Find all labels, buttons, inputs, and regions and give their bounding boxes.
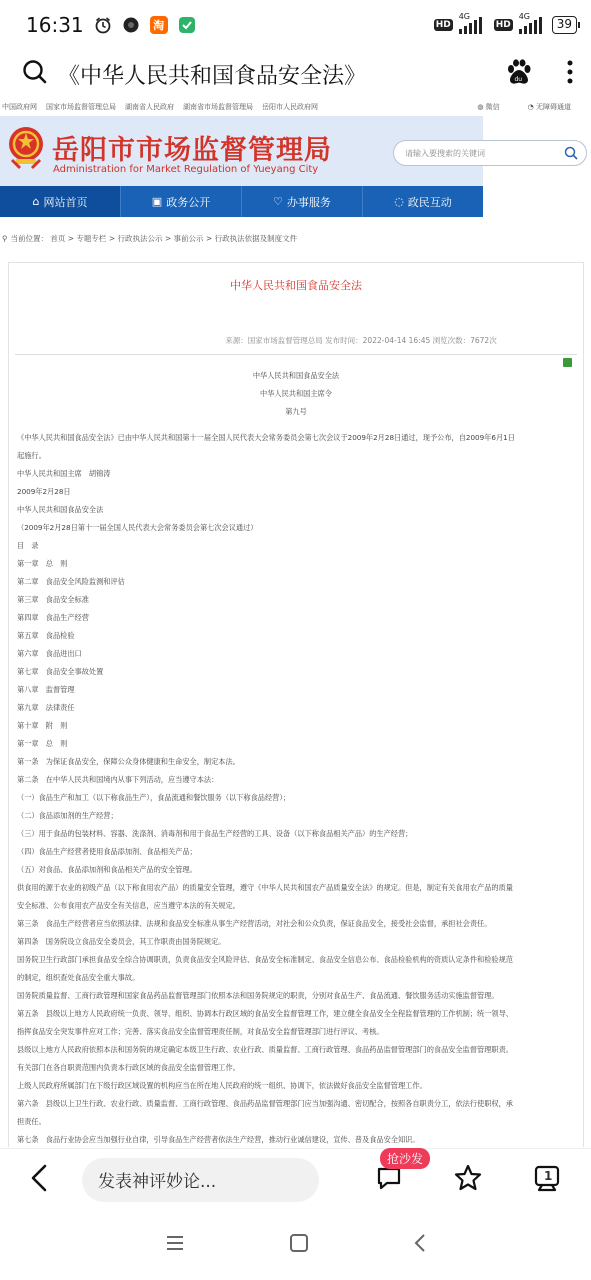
home-button-icon[interactable] [289, 1233, 309, 1257]
header-line: 中华人民共和国食品安全法 [252, 371, 340, 380]
site-logo-title: 岳阳市市场监督管理局 [52, 135, 332, 166]
content-line: 第二条 在中华人民共和国境内从事下列活动，应当遵守本法： [17, 775, 219, 784]
content-line: 第十章 附 则 [17, 721, 68, 730]
content-line: （三）用于食品的包装材料、容器、洗涤剂、消毒剂和用于食品生产经营的工具、设备（以下称食品相关产品）的生产经营； [17, 829, 413, 838]
content-line: 供食用的源于农业的初级产品（以下称食用农产品）的质量安全管理，遵守《中华人民共和国农产品质量安全法》的规定。但是，制定有关食用农产品的质量 [17, 883, 513, 892]
shield-app-icon [178, 16, 196, 34]
content-line: （一）食品生产和加工（以下称食品生产），食品流通和餐饮服务（以下称食品经营）； [17, 793, 291, 802]
content-line: 第三章 食品安全标准 [17, 595, 89, 604]
content-line: 安全标准、公布食用农产品安全有关信息，应当遵守本法的有关规定。 [17, 901, 240, 910]
content-line: 国务院质量监督、工商行政管理和国家食品药品监督管理部门依照本法和国务院规定的职责，分别对食品生产、食品流通、餐饮服务活动实施监督管理。 [17, 991, 499, 1000]
divider [15, 354, 577, 355]
content-lines [17, 429, 575, 1147]
top-link[interactable]: 湖南省市场监督管理局 [183, 103, 253, 111]
header-line: 第九号 [285, 407, 307, 416]
heart-icon: ♡ [273, 195, 283, 208]
content-line: 第二章 食品安全风险监测和评估 [17, 577, 125, 586]
site-logo-subtitle: Administration for Market Regulation of Yueyang City [53, 164, 319, 175]
content-line: 第八章 监督管理 [17, 685, 75, 694]
hd-badge: HD [435, 20, 451, 30]
content-line: 县级以上地方人民政府依照本法和国务院的规定确定本级卫生行政、农业行政、质量监督、工商行政管理、食品药品监督管理部门的食品安全监督管理职责。 [17, 1045, 513, 1054]
content-line: 第五章 食品检验 [17, 631, 75, 640]
baidu-logo-icon[interactable] [505, 58, 533, 90]
content-line: 目 录 [17, 541, 39, 550]
site-search-input[interactable] [393, 140, 587, 166]
export-icon[interactable] [563, 358, 572, 367]
content-line: 《中华人民共和国食品安全法》已由中华人民共和国第十一届全国人民代表大会常务委员会第七次会议于2009年2月28日通过，现予公布，自2009年6月1日 [17, 433, 515, 442]
wechat-link[interactable]: ◍ 微信 [477, 103, 500, 111]
top-link[interactable]: 中国政府网 [2, 103, 37, 111]
content-line: 第一条 为保证食品安全，保障公众身体健康和生命安全，制定本法。 [17, 757, 240, 766]
comment-input[interactable] [82, 1158, 319, 1202]
more-menu-icon[interactable] [567, 59, 573, 89]
content-line: 有关部门在各自职责范围内负责本行政区域的食品安全监督管理工作。 [17, 1063, 240, 1072]
nav-services[interactable]: ♡ 办事服务 [242, 186, 363, 217]
content-line: 的制定，组织查处食品安全重大事故。 [17, 973, 140, 982]
article-meta: 来源：国家市场监督管理总局 发布时间：2022-04-14 16:45 浏览次数：7672次 [225, 336, 497, 345]
top-link[interactable]: 岳阳市人民政府网 [262, 103, 318, 111]
content-line: 第一章 总 则 [17, 559, 68, 568]
content-line: 国务院卫生行政部门承担食品安全综合协调职责，负责食品安全风险评估、食品安全标准制定、食品安全信息公布、食品检验机构的资质认定条件和检验规范 [17, 955, 513, 964]
content-line: （2009年2月28日第十一届全国人民代表大会常务委员会第七次会议通过） [17, 523, 258, 532]
home-icon: ⌂ [32, 195, 40, 208]
comment-placeholder: 发表神评妙论... [98, 1172, 217, 1192]
content-line: 第四条 国务院设立食品安全委员会，其工作职责由国务院规定。 [17, 937, 226, 946]
signal-icon: 4G [459, 16, 482, 34]
taobao-icon: 淘 [150, 16, 168, 34]
comment-bar [0, 1148, 591, 1210]
article [8, 262, 584, 1147]
search-icon[interactable] [22, 59, 48, 89]
content-line: 第五条 县级以上地方人民政府统一负责、领导、组织、协调本行政区域的食品安全监督管理工作，建立健全食品安全全程监督管理的工作机制；统一领导、 [17, 1009, 513, 1018]
article-content [9, 367, 583, 1147]
location-pin-icon: ⚲ [2, 233, 8, 243]
search-icon[interactable] [564, 146, 578, 160]
main-nav [0, 186, 483, 217]
content-line: 第七章 食品安全事故处置 [17, 667, 104, 676]
web-page [0, 98, 591, 1144]
content-line: （四）食品生产经营者使用食品添加剂、食品相关产品； [17, 847, 197, 856]
content-line: 第四章 食品生产经营 [17, 613, 89, 622]
battery-indicator: 39 [552, 16, 577, 34]
star-icon[interactable] [453, 1163, 483, 1197]
app-notification-icon [122, 16, 140, 34]
comment-icon[interactable] [375, 1151, 424, 1196]
content-line: 第九章 法律责任 [17, 703, 75, 712]
back-nav-icon[interactable] [413, 1233, 427, 1257]
accessibility-link[interactable]: ◔ 无障碍通道 [527, 103, 571, 111]
alarm-icon [94, 16, 112, 34]
top-links-bar [0, 98, 591, 116]
article-title: 中华人民共和国食品安全法 [230, 279, 362, 292]
clock: 16:31 [26, 13, 84, 37]
page-title[interactable]: 《中华人民共和国食品安全法》 [58, 63, 367, 89]
top-link[interactable]: 湖南省人民政府 [125, 103, 174, 111]
content-line: 2009年2月28日 [17, 487, 71, 496]
content-line: 第六章 食品进出口 [17, 649, 82, 658]
national-emblem-icon [6, 124, 46, 170]
svg-text:du: du [514, 76, 523, 83]
building-icon: ▣ [151, 195, 163, 208]
sofa-badge: 抢沙发 [380, 1148, 430, 1169]
content-line: 中华人民共和国主席 胡锦涛 [17, 469, 111, 478]
share-icon[interactable] [533, 1163, 561, 1197]
nav-home[interactable]: ⌂ 网站首页 [0, 186, 121, 217]
header-line: 中华人民共和国主席令 [260, 389, 332, 398]
content-line: 上级人民政府所属部门在下级行政区域设置的机构应当在所在地人民政府的统一组织、协调下，依法做好食品安全监督管理工作。 [17, 1081, 427, 1090]
chat-icon: ◌ [394, 195, 404, 208]
content-line: 第七条 食品行业协会应当加强行业自律，引导食品生产经营者依法生产经营，推动行业诚信建设，宣传、普及食品安全知识。 [17, 1135, 420, 1144]
content-line: （二）食品添加剂的生产经营； [17, 811, 118, 820]
content-line: 第三条 食品生产经营者应当依照法律、法规和食品安全标准从事生产经营活动，对社会和公众负责，保证食品安全，接受社会监督，承担社会责任。 [17, 919, 492, 928]
signal-icon-2: 4G [519, 16, 542, 34]
nav-government-affairs[interactable]: ▣ 政务公开 [121, 186, 242, 217]
status-bar [0, 0, 591, 50]
nav-interaction[interactable]: ◌ 政民互动 [394, 195, 452, 209]
content-line: 起施行。 [17, 451, 46, 460]
browser-toolbar [0, 50, 591, 98]
content-line: 指挥食品安全突发事件应对工作；完善、落实食品安全监督管理责任制，对食品安全监督管理部门进行评议、考核。 [17, 1027, 384, 1036]
breadcrumb-text[interactable]: 当前位置： 首页 > 专题专栏 > 行政执法公示 > 事前公示 > 行政执法依据及制度文件 [10, 233, 298, 243]
hd-badge-2: HD [495, 20, 511, 30]
breadcrumb [0, 230, 591, 246]
back-icon[interactable] [30, 1163, 48, 1197]
share-count: 1 [544, 1168, 553, 1183]
system-nav-bar [0, 1210, 591, 1280]
content-line: 担责任。 [17, 1117, 46, 1126]
content-line: （五）对食品、食品添加剂和食品相关产品的安全管理。 [17, 865, 197, 874]
content-line: 中华人民共和国食品安全法 [17, 505, 104, 514]
recent-apps-icon[interactable] [165, 1234, 185, 1256]
top-link[interactable]: 国家市场监督管理总局 [46, 103, 116, 111]
content-line: 第六条 县级以上卫生行政、农业行政、质量监督、工商行政管理、食品药品监督管理部门应当加强沟通、密切配合，按照各自职责分工，依法行使职权，承 [17, 1099, 513, 1108]
content-line: 第一章 总 则 [17, 739, 68, 748]
search-placeholder: 请输入要搜索的关键词 [405, 149, 485, 158]
